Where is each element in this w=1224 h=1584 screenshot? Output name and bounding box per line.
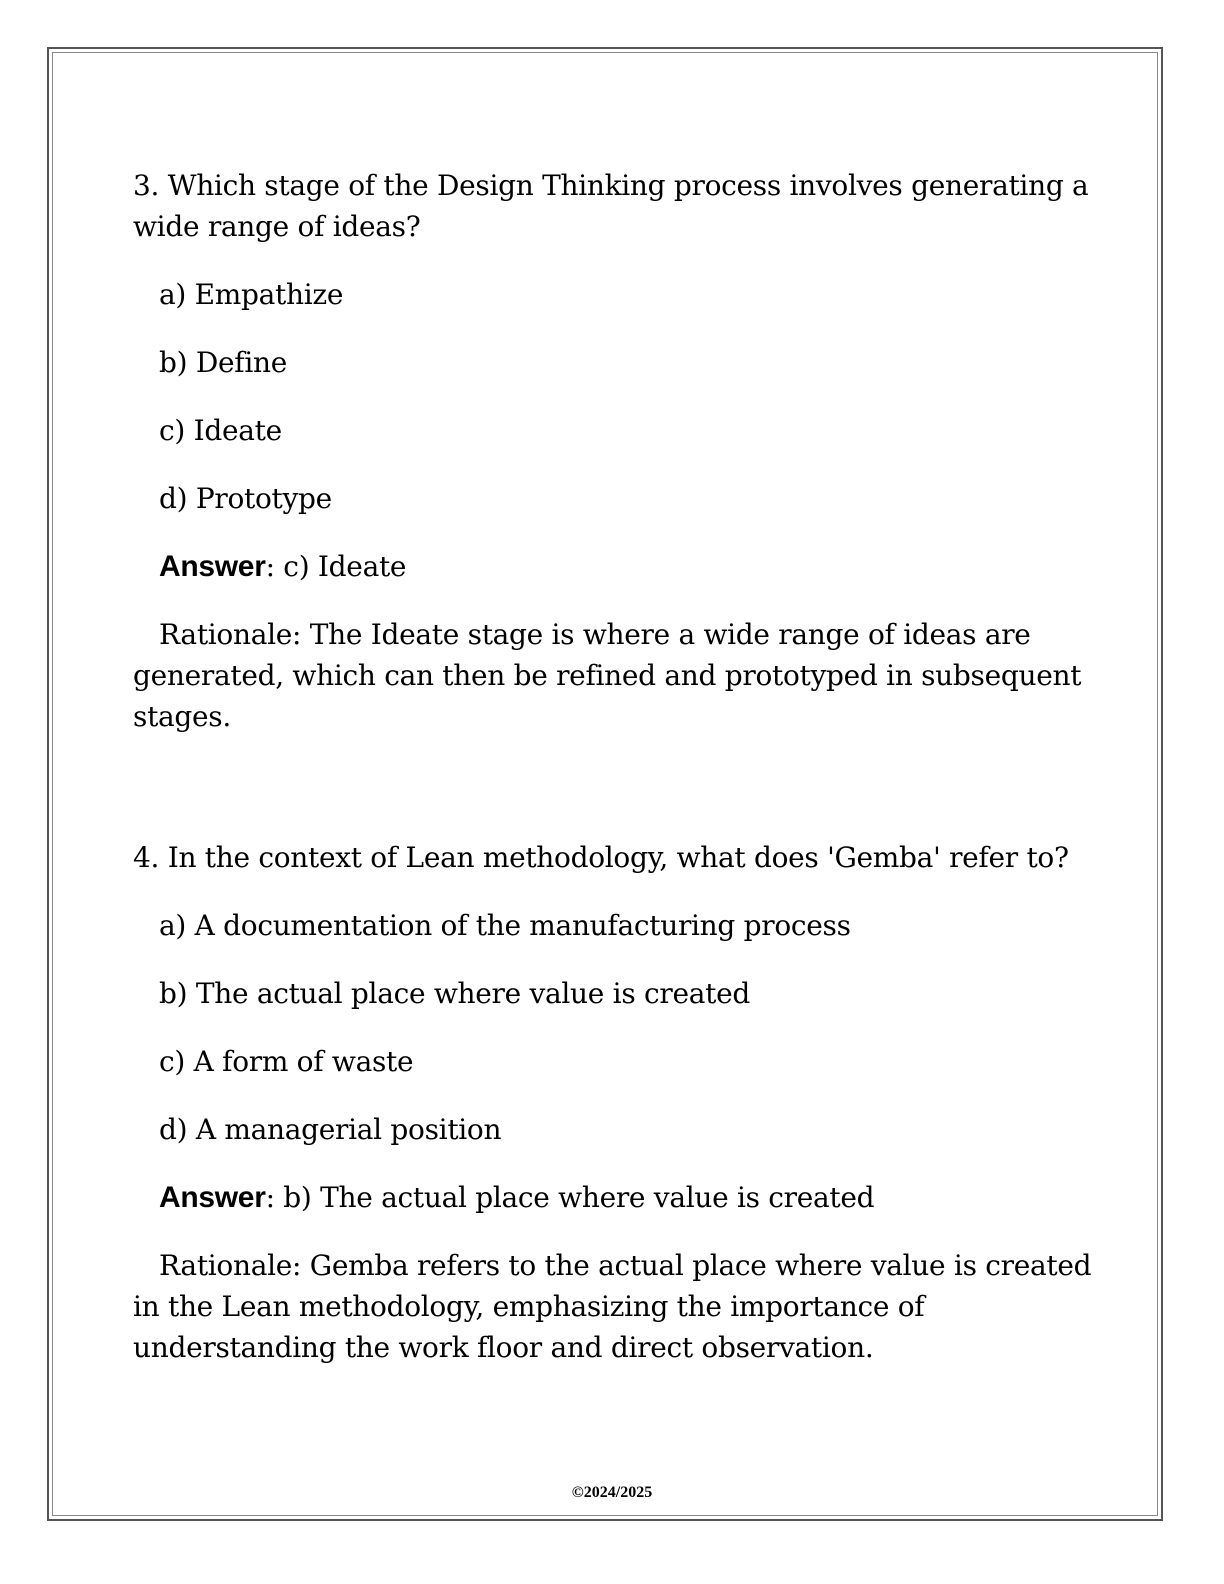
option-a: a) Empathize [159, 278, 344, 311]
option-a: a) A documentation of the manufacturing process [159, 909, 851, 942]
answer-label: Answer [159, 1181, 266, 1214]
rationale-text: Rationale: The Ideate stage is where a wide range of ideas are generated, which can then be refined and prototyped in subsequent stages. [133, 618, 1082, 733]
section-spacer [133, 737, 1093, 837]
answer-label: Answer [159, 550, 266, 583]
answer-value: : c) Ideate [265, 550, 407, 583]
option-c: c) Ideate [159, 414, 282, 447]
question-block [133, 165, 1093, 737]
rationale-text: Rationale: Gemba refers to the actual place where value is created in the Lean methodology, emphasizing the importance of understanding the work floor and direct observation. [133, 1249, 1092, 1364]
question-prompt: 4. In the context of Lean methodology, what does 'Gemba' refer to? [133, 841, 1069, 874]
answer-line [133, 1177, 1093, 1218]
document-body [133, 165, 1093, 1368]
option-c: c) A form of waste [159, 1045, 414, 1078]
question-block [133, 837, 1093, 1368]
option-d: d) Prototype [159, 482, 332, 515]
answer-value: : b) The actual place where value is created [265, 1181, 875, 1214]
option-d: d) A managerial position [159, 1113, 502, 1146]
question-prompt: 3. Which stage of the Design Thinking process involves generating a wide range of ideas? [133, 169, 1089, 243]
copyright-footer: ©2024/2025 [571, 1484, 653, 1501]
answer-line [133, 546, 1093, 587]
option-b: b) Define [159, 346, 287, 379]
option-b: b) The actual place where value is created [159, 977, 750, 1010]
